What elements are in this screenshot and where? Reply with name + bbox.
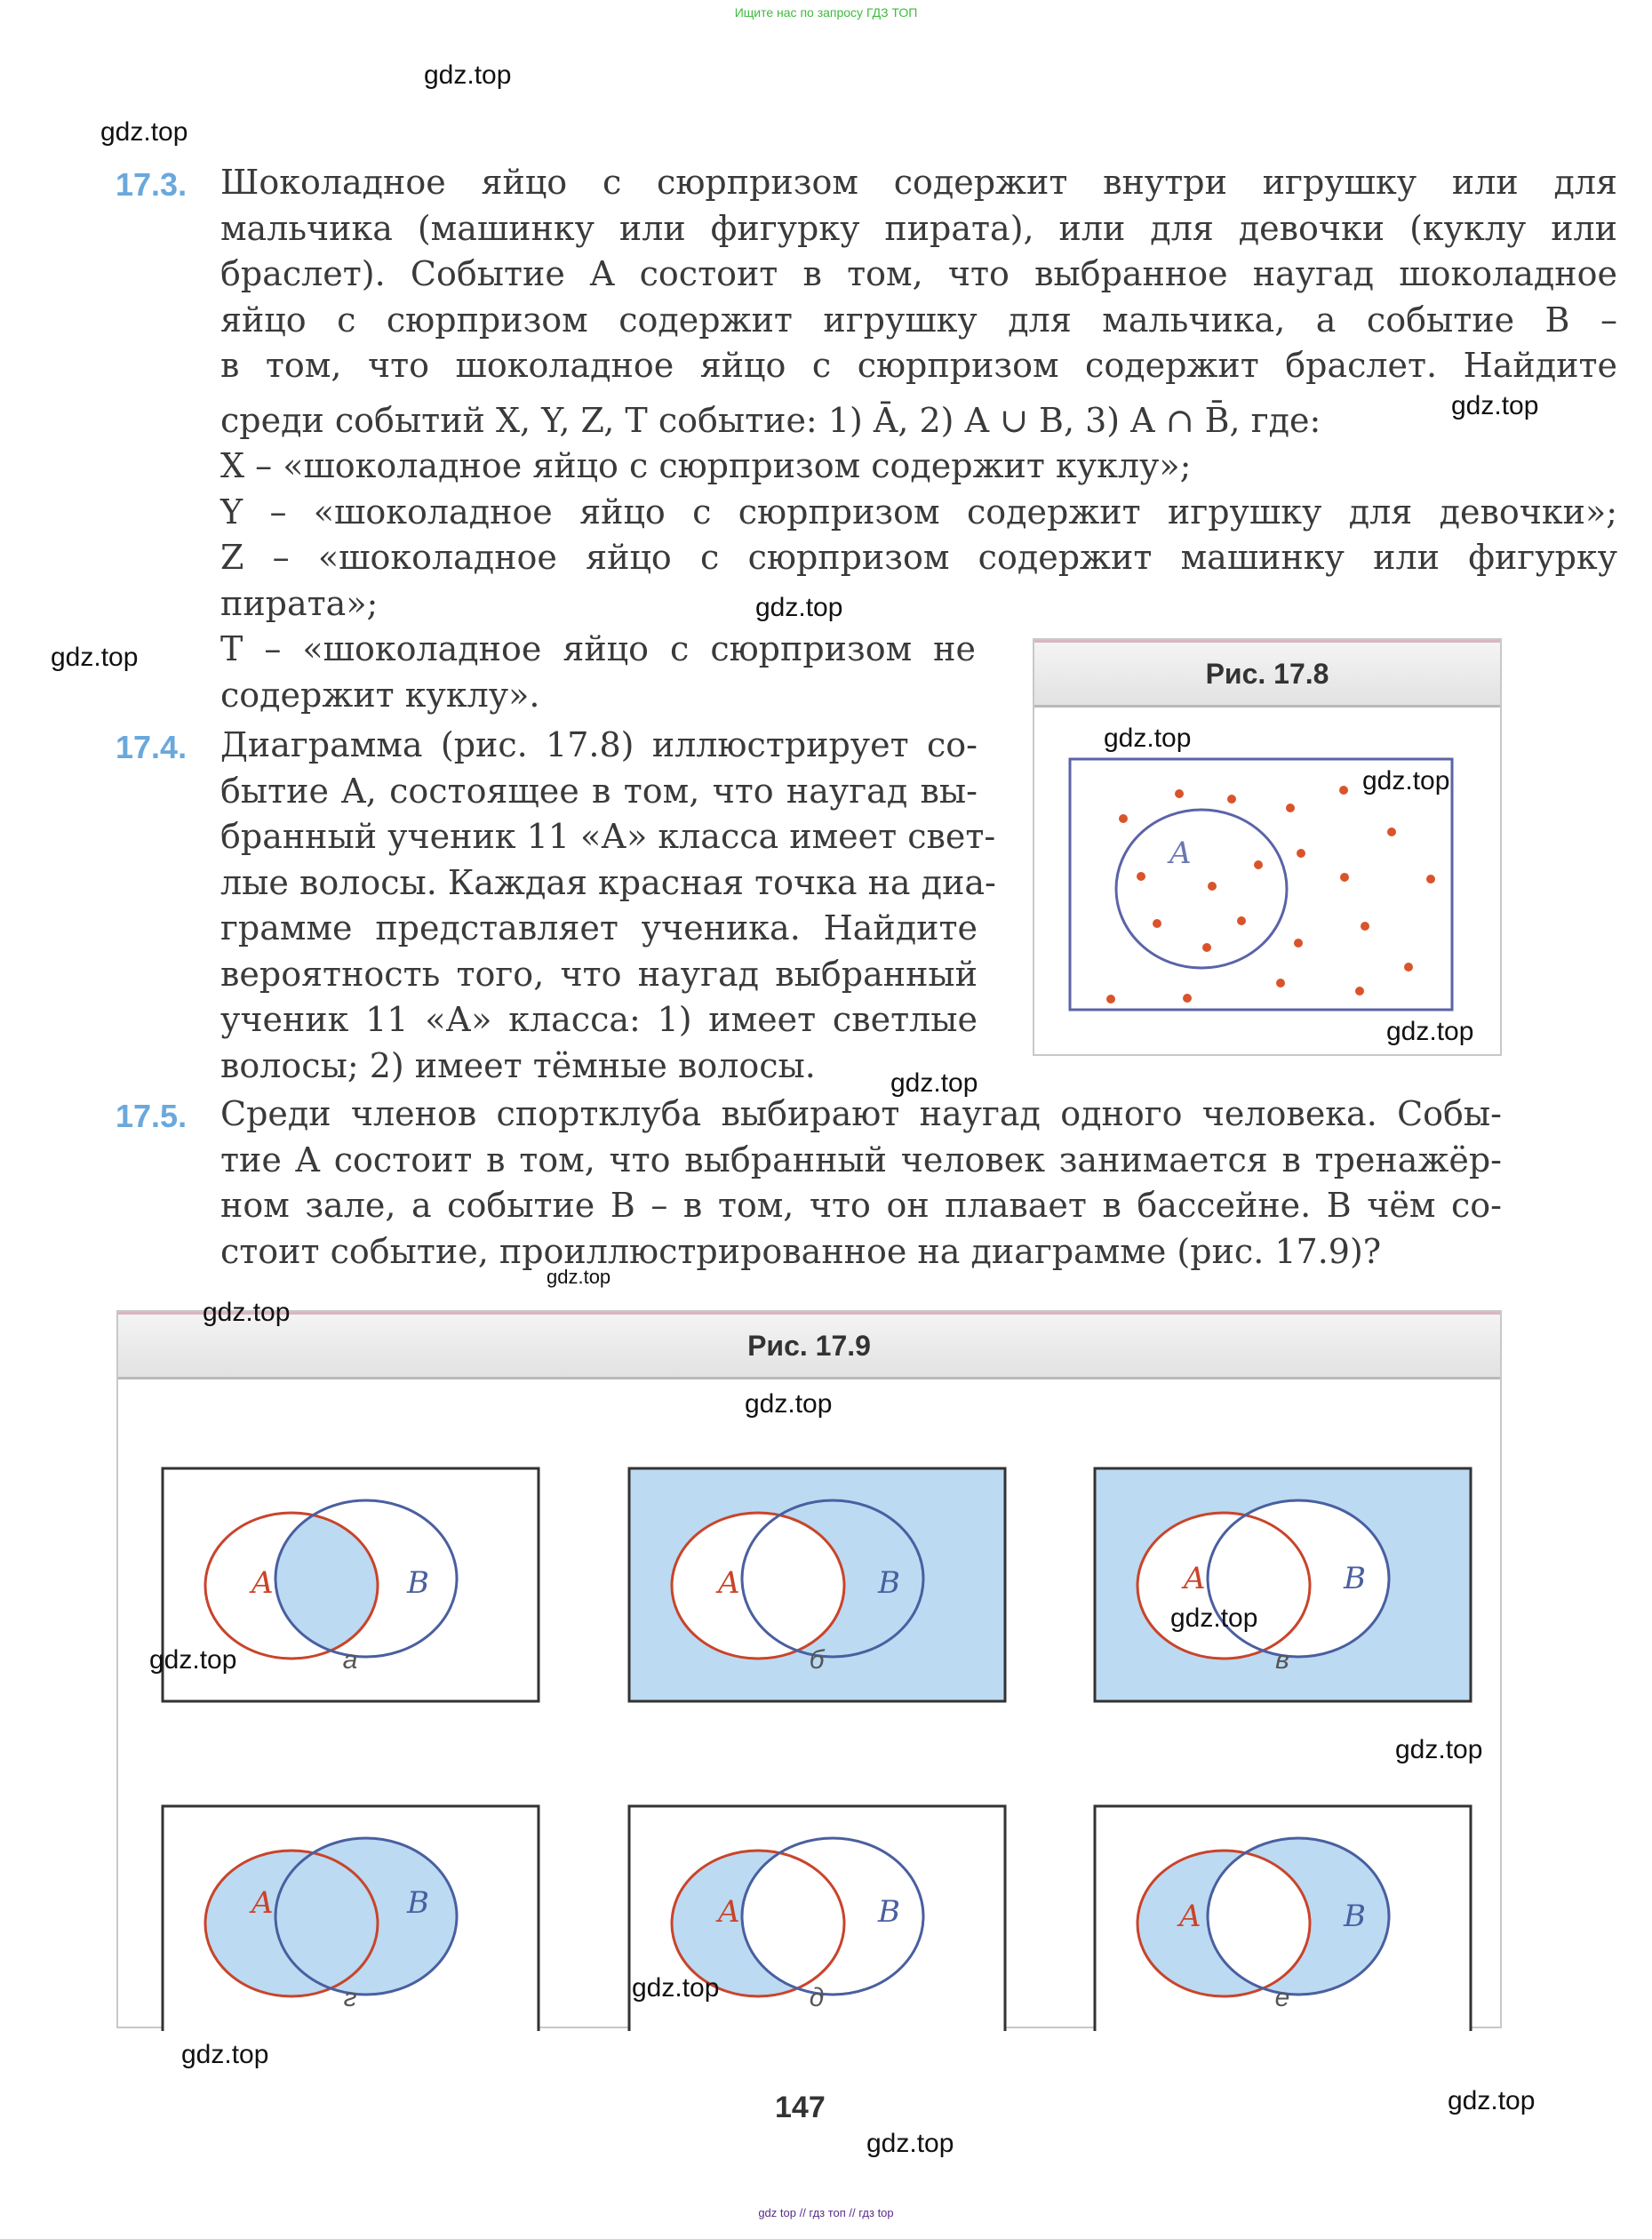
text-line: содержит куклу». — [220, 675, 540, 715]
svg-text:B: B — [878, 1565, 900, 1601]
watermark: gdz.top — [149, 1645, 237, 1675]
watermark: gdz.top — [866, 2129, 954, 2158]
watermark: gdz.top — [181, 2040, 269, 2069]
problem-17-3 — [116, 160, 1617, 718]
venn-dot-diagram — [1034, 708, 1500, 1057]
watermark: gdz.top — [632, 1973, 720, 2003]
watermark: gdz.top — [890, 1068, 978, 1098]
text-line: ученик 11 «А» класса: 1) имеет светлые — [220, 1000, 978, 1039]
watermark: gdz.top — [547, 1266, 611, 1288]
svg-text:A: A — [251, 1885, 274, 1921]
text-line: Z – «шоколадное яйцо с сюрпризом содержит машинку или фигурку — [220, 538, 1617, 577]
svg-text:B: B — [1344, 1899, 1366, 1934]
figure-17-8 — [1033, 638, 1502, 1056]
text-line: грамме представляет ученика. Найдите — [220, 908, 978, 948]
text-line: Диаграмма (рис. 17.8) иллюстрирует со- — [220, 725, 978, 764]
problem-number: 17.4. — [116, 729, 188, 765]
panel-label-a: а — [342, 1645, 358, 1675]
text-line: в том, что шоколадное яйцо с сюрпризом содержит браслет. Найдите — [220, 346, 1617, 385]
panel-label-g: г — [343, 1983, 357, 2012]
watermark: gdz.top — [745, 1389, 833, 1419]
watermark: gdz.top — [755, 593, 843, 622]
figure-title: Рис. 17.9 — [118, 1312, 1500, 1379]
text-line: T – «шоколадное яйцо с сюрпризом не — [220, 629, 976, 668]
problem-17-4 — [116, 723, 996, 1089]
text-line: X – «шоколадное яйцо с сюрпризом содержит куклу»; — [220, 446, 1192, 485]
svg-text:B: B — [407, 1565, 429, 1601]
watermark: gdz.top — [1170, 1603, 1258, 1633]
text-line: Среди членов спортклуба выбирают наугад одного человека. Собы- — [220, 1094, 1502, 1133]
text-line: тие A состоит в том, что выбранный человек занимается в тренажёр- — [220, 1139, 1502, 1179]
text-line: среди событий X, Y, Z, T событие: 1) Ā, 2) A ∪ B, 3) A ∩ B̄, где: — [220, 400, 1321, 440]
event-a-label: A — [1169, 836, 1192, 871]
text-line: браслет). Событие A состоит в том, что выбранное наугад шоколадное — [220, 254, 1617, 293]
text-line: Шоколадное яйцо с сюрпризом содержит внутри игрушку или для — [220, 163, 1617, 202]
svg-text:A: A — [718, 1894, 740, 1930]
page-number: 147 — [775, 2091, 826, 2124]
problem-number: 17.5. — [116, 1098, 188, 1134]
problem-17-5 — [116, 1092, 1502, 1275]
panel-label-d: д — [809, 1983, 825, 2012]
text-line: бытие A, состоящее в том, что наугад вы- — [220, 771, 978, 811]
watermark: gdz.top — [1451, 391, 1539, 420]
watermark: gdz.top — [1104, 724, 1192, 753]
figure-title: Рис. 17.8 — [1034, 640, 1500, 708]
text-line: пирата»; — [220, 583, 379, 623]
text-line: яйцо с сюрпризом содержит игрушку для мальчика, а событие B – — [220, 300, 1617, 340]
venn-diagrams-grid — [118, 1379, 1500, 2031]
panel-label-e: е — [1274, 1983, 1290, 2012]
svg-text:B: B — [878, 1894, 900, 1930]
footer-links[interactable]: gdz top // гдз топ // гдз top — [758, 2206, 894, 2219]
watermark: gdz.top — [1386, 1017, 1474, 1046]
text-line: бранный ученик 11 «А» класса имеет свет- — [220, 817, 996, 856]
svg-text:B: B — [1344, 1561, 1366, 1596]
svg-text:A: A — [718, 1565, 740, 1601]
watermark: gdz.top — [424, 60, 512, 90]
text-line: стоит событие, проиллюстрированное на диаграмме (рис. 17.9)? — [220, 1231, 1382, 1271]
watermark: gdz.top — [1448, 2086, 1536, 2115]
top-banner: Ищите нас по запросу ГДЗ ТОП — [734, 5, 918, 20]
watermark: gdz.top — [203, 1298, 291, 1327]
text-line: волосы; 2) имеет тёмные волосы. — [220, 1045, 816, 1085]
svg-text:B: B — [407, 1885, 429, 1921]
svg-text:A: A — [251, 1565, 274, 1601]
watermark: gdz.top — [1362, 766, 1450, 796]
watermark: gdz.top — [100, 117, 188, 147]
text-line: вероятность того, что наугад выбранный — [220, 954, 978, 994]
panel-label-v: в — [1275, 1645, 1289, 1675]
text-line: мальчика (машинку или фигурку пирата), или для девочки (куклу или — [220, 208, 1617, 248]
text-line: Y – «шоколадное яйцо с сюрпризом содержит игрушку для девочки»; — [220, 492, 1617, 532]
svg-text:A: A — [1179, 1899, 1201, 1934]
text-line: ном зале, а событие B – в том, что он плавает в бассейне. В чём со- — [220, 1186, 1502, 1225]
panel-label-b: б — [809, 1645, 825, 1675]
svg-text:A: A — [1184, 1561, 1206, 1596]
text-line: лые волосы. Каждая красная точка на диа- — [220, 862, 996, 902]
watermark: gdz.top — [51, 643, 139, 672]
watermark: gdz.top — [1395, 1735, 1483, 1764]
problem-number: 17.3. — [116, 166, 188, 203]
